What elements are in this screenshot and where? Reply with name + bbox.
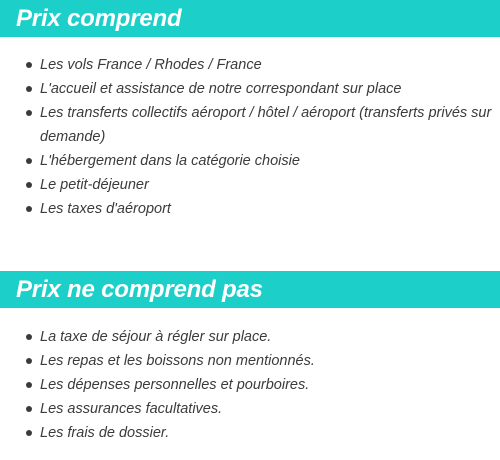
list-item — [0, 149, 500, 173]
list-item-text: Les vols France / Rhodes / France — [40, 57, 262, 73]
bullet-icon — [26, 110, 32, 116]
bullet-icon — [26, 382, 32, 388]
bullet-icon — [26, 62, 32, 68]
list-item — [0, 325, 500, 349]
bullet-icon — [26, 334, 32, 340]
price-excludes-heading: Prix ne comprend pas — [0, 271, 500, 308]
price-includes-list — [0, 53, 500, 221]
list-item-text: L'accueil et assistance de notre correspondant sur place — [40, 81, 402, 97]
list-item-text: Les assurances facultatives. — [40, 401, 223, 417]
bullet-icon — [26, 182, 32, 188]
price-excludes-list — [0, 325, 500, 445]
list-item — [0, 421, 500, 445]
bullet-icon — [26, 430, 32, 436]
list-item-text: La taxe de séjour à régler sur place. — [40, 329, 272, 345]
price-excludes-section — [0, 271, 500, 445]
list-item — [0, 349, 500, 373]
bullet-icon — [26, 358, 32, 364]
list-item — [0, 53, 500, 77]
list-item — [0, 173, 500, 197]
bullet-icon — [26, 206, 32, 212]
list-item-text: Le petit-déjeuner — [40, 177, 149, 193]
list-item-text: Les frais de dossier. — [40, 425, 170, 441]
list-item-text: Les taxes d'aéroport — [40, 201, 171, 217]
price-includes-section — [0, 0, 500, 221]
list-item — [0, 397, 500, 421]
bullet-icon — [26, 406, 32, 412]
bullet-icon — [26, 158, 32, 164]
list-item-text: Les repas et les boissons non mentionnés. — [40, 353, 315, 369]
list-item-text: Les transferts collectifs aéroport / hôtel / aéroport (transferts privés sur demande) — [40, 105, 492, 145]
list-item-text: Les dépenses personnelles et pourboires. — [40, 377, 310, 393]
list-item — [0, 197, 500, 221]
bullet-icon — [26, 86, 32, 92]
list-item — [0, 77, 500, 101]
list-item — [0, 373, 500, 397]
list-item-text: L'hébergement dans la catégorie choisie — [40, 153, 300, 169]
price-includes-heading: Prix comprend — [0, 0, 500, 37]
list-item — [0, 101, 500, 149]
